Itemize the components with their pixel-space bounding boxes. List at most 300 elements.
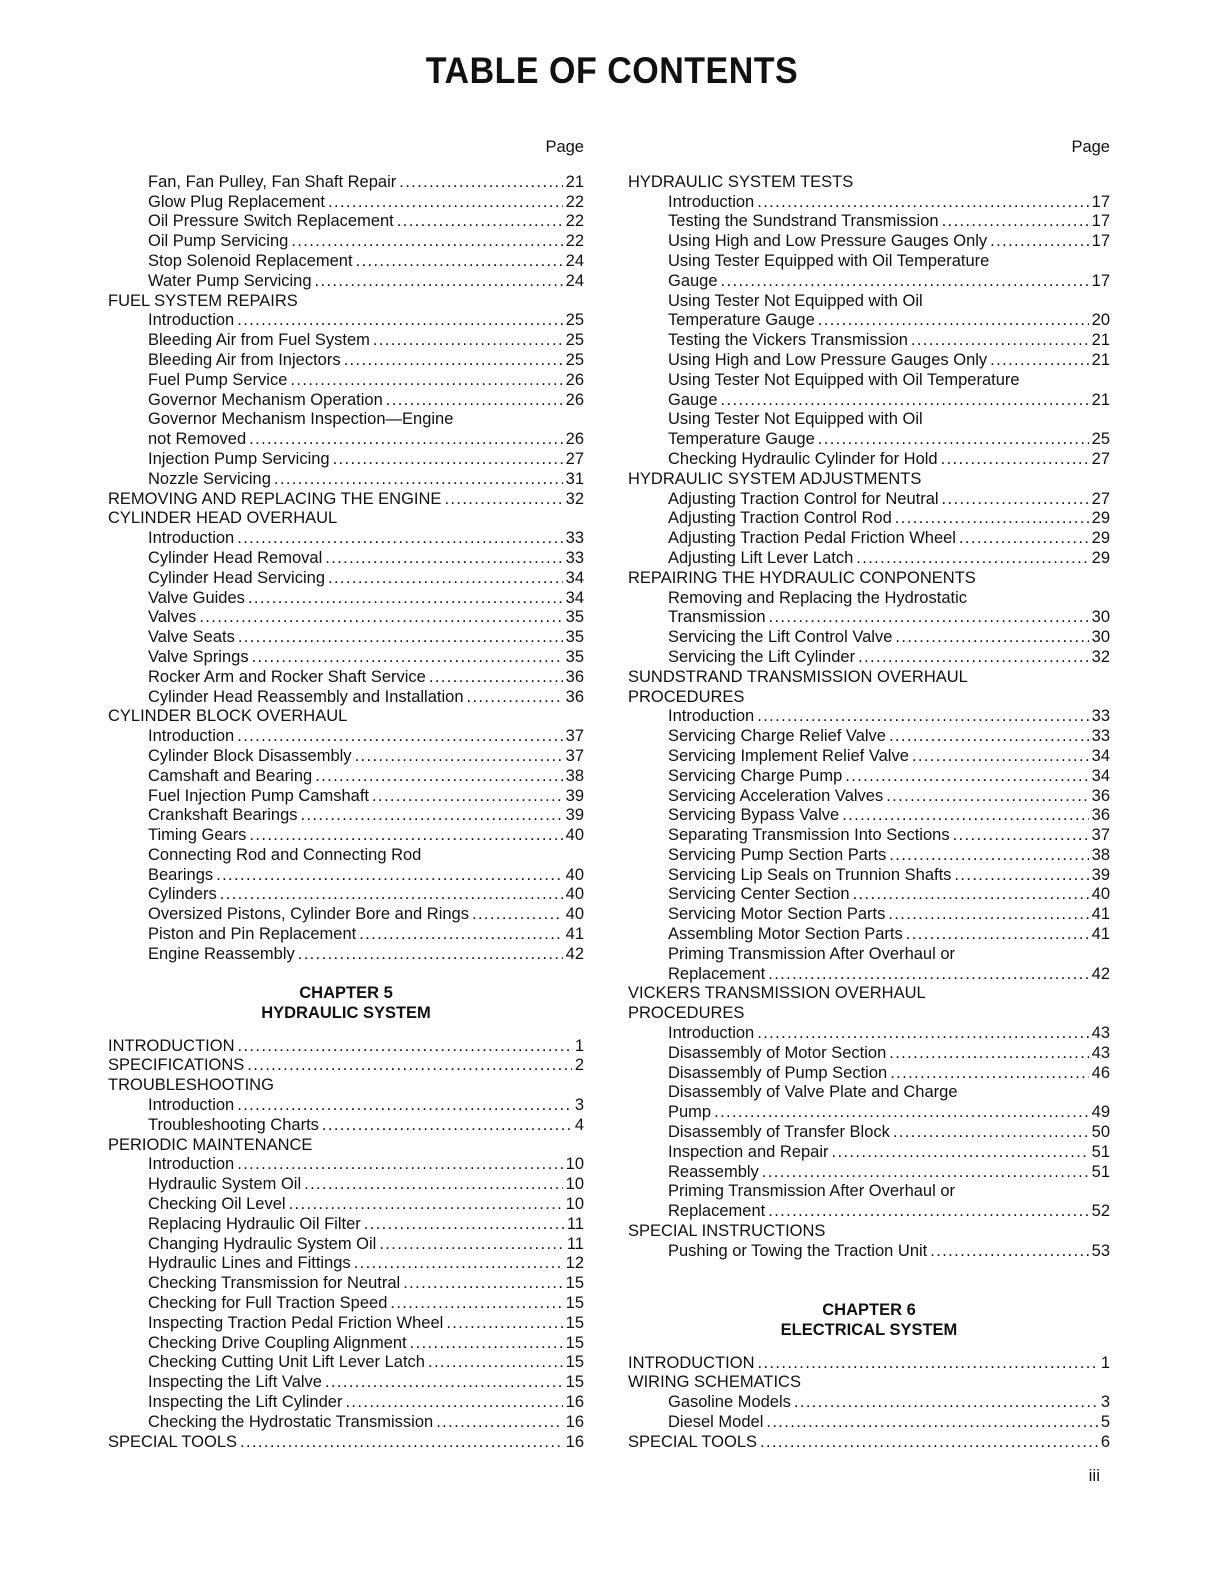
toc-page-number: 3: [1100, 1393, 1110, 1412]
toc-entry-title: Glow Plug Replacement: [148, 192, 326, 211]
toc-entry-title: Servicing Charge Pump: [668, 766, 843, 785]
toc-section-entry: [108, 1433, 584, 1453]
toc-page-number: 21: [1091, 331, 1110, 350]
toc-entry-title: Checking Transmission for Neutral: [148, 1274, 401, 1293]
toc-page-number: 16: [565, 1412, 584, 1431]
toc-entry: [628, 1024, 1110, 1044]
toc-entry-title: Water Pump Servicing: [148, 271, 312, 290]
dot-leader: [953, 826, 1089, 846]
toc-page-number: 16: [565, 1432, 584, 1451]
toc-entry: [108, 688, 584, 708]
toc-entry: [108, 589, 584, 609]
toc-entry-title: Cylinder Head Reassembly and Installation: [148, 687, 464, 706]
toc-entry-title: Fan, Fan Pulley, Fan Shaft Repair: [148, 172, 397, 191]
toc-entry: [108, 1235, 584, 1255]
toc-page-number: 29: [1091, 548, 1110, 567]
toc-entry-title: INTRODUCTION: [108, 1036, 235, 1055]
toc-entry-title: Valves: [148, 608, 197, 627]
toc-entry-title: INTRODUCTION: [628, 1353, 755, 1372]
toc-entry-title: Servicing Acceleration Valves: [668, 786, 884, 805]
dot-leader: [304, 1175, 563, 1195]
dot-leader: [912, 747, 1089, 767]
toc-page-number: 1: [1100, 1353, 1110, 1372]
toc-page-number: 36: [565, 687, 584, 706]
toc-page-number: 29: [1091, 529, 1110, 548]
toc-section-heading: VICKERS TRANSMISSION OVERHAUL: [628, 984, 926, 1003]
dot-leader: [290, 371, 562, 391]
toc-entry-title: Rocker Arm and Rocker Shaft Service: [148, 667, 426, 686]
toc-entry: [628, 826, 1110, 846]
chapter-title: HYDRAULIC SYSTEM: [261, 1003, 431, 1022]
toc-entry-line: Using Tester Not Equipped with Oil Temperature: [668, 370, 1020, 389]
toc-page-number: 17: [1091, 271, 1110, 290]
toc-entry: [628, 1242, 1110, 1262]
dot-leader: [274, 470, 563, 490]
toc-entry-line: Using Tester Not Equipped with Oil: [668, 291, 923, 310]
toc-page-number: 17: [1091, 192, 1110, 211]
toc-entry-title: Fuel Pump Service: [148, 370, 288, 389]
toc-entry: [108, 608, 584, 628]
toc-entry: [628, 391, 1110, 411]
dot-leader: [325, 549, 562, 569]
toc-entry: [628, 1103, 1110, 1123]
toc-entry: [108, 311, 584, 331]
dot-leader: [289, 1195, 563, 1215]
toc-entry: [628, 767, 1110, 787]
toc-page-number: 22: [565, 192, 584, 211]
toc-entry-title: Cylinder Head Servicing: [148, 568, 325, 587]
toc-entry: [628, 549, 1110, 569]
toc-page-number: 33: [565, 529, 584, 548]
toc-entry-title: Bleeding Air from Fuel System: [148, 331, 370, 350]
toc-page-number: 22: [565, 212, 584, 231]
toc-page-number: 34: [1091, 746, 1110, 765]
dot-leader: [990, 232, 1088, 252]
dot-leader: [766, 1413, 1097, 1433]
toc-page-number: 10: [565, 1175, 584, 1194]
toc-entry: [108, 391, 584, 411]
toc-page-number: 40: [565, 865, 584, 884]
toc-entry: [108, 1334, 584, 1354]
toc-entry-title: SPECIAL TOOLS: [108, 1432, 238, 1451]
toc-page-number: 25: [565, 350, 584, 369]
toc-entry-line: Removing and Replacing the Hydrostatic: [668, 588, 967, 607]
toc-entry-title: Gauge: [668, 390, 718, 409]
toc-section-heading: WIRING SCHEMATICS: [628, 1373, 801, 1392]
toc-entry: [108, 252, 584, 272]
toc-page-number: 16: [565, 1393, 584, 1412]
toc-page-number: 25: [565, 311, 584, 330]
toc-entry: [108, 1373, 584, 1393]
toc-entry-title: Disassembly of Transfer Block: [668, 1123, 890, 1142]
toc-entry-line: Priming Transmission After Overhaul or: [668, 1182, 956, 1201]
toc-page-number: 37: [1091, 826, 1110, 845]
dot-leader: [818, 430, 1089, 450]
toc-entry-title: Cylinders: [148, 885, 217, 904]
toc-entry-title: Introduction: [148, 1096, 235, 1115]
dot-leader: [911, 331, 1089, 351]
page-title: TABLE OF CONTENTS: [425, 50, 799, 92]
toc-entry: [628, 232, 1110, 252]
toc-page-number: 26: [565, 390, 584, 409]
toc-entry: [108, 668, 584, 688]
toc-entry-title: Checking for Full Traction Speed: [148, 1294, 388, 1313]
dot-leader: [714, 1103, 1089, 1123]
toc-page-number: 30: [1091, 608, 1110, 627]
toc-page-number: 31: [565, 469, 584, 488]
toc-entry: [628, 509, 1110, 529]
dot-leader: [248, 589, 563, 609]
toc-entry-title: Engine Reassembly: [148, 944, 295, 963]
toc-entry-title: Testing the Sundstrand Transmission: [668, 212, 939, 231]
dot-leader: [220, 885, 563, 905]
toc-entry: [628, 1393, 1110, 1413]
toc-entry: [108, 1155, 584, 1175]
toc-page-number: 34: [565, 588, 584, 607]
toc-page-number: 26: [565, 430, 584, 449]
toc-entry: [628, 1064, 1110, 1084]
dot-leader: [757, 1024, 1088, 1044]
toc-page-number: 27: [1091, 449, 1110, 468]
toc-entry-title: Checking the Hydrostatic Transmission: [148, 1412, 434, 1431]
toc-entry-title: Servicing Bypass Valve: [668, 806, 840, 825]
dot-leader: [379, 1235, 564, 1255]
toc-entry: [628, 628, 1110, 648]
dot-leader: [930, 1242, 1088, 1262]
toc-entry-title: SPECIAL TOOLS: [628, 1432, 758, 1451]
toc-entry: [628, 727, 1110, 747]
dot-leader: [328, 569, 563, 589]
toc-entry-title: Valve Guides: [148, 588, 245, 607]
toc-entry-title: Adjusting Lift Lever Latch: [668, 548, 854, 567]
dot-leader: [403, 1274, 562, 1294]
dot-leader: [436, 1413, 562, 1433]
toc-entry-title: Adjusting Traction Pedal Friction Wheel: [668, 529, 956, 548]
dot-leader: [354, 1254, 563, 1274]
toc-page-number: 29: [1091, 509, 1110, 528]
dot-leader: [906, 925, 1089, 945]
toc-page-number: 32: [565, 489, 584, 508]
toc-entry-title: Pushing or Towing the Traction Unit: [668, 1241, 928, 1260]
toc-entry-title: Stop Solenoid Replacement: [148, 251, 353, 270]
dot-leader: [399, 173, 562, 193]
dot-leader: [842, 806, 1088, 826]
toc-entry: [628, 747, 1110, 767]
toc-list: [628, 1354, 1110, 1453]
toc-entry-title: Valve Seats: [148, 628, 235, 647]
dot-leader: [472, 905, 563, 925]
toc-entry: [108, 173, 584, 193]
dot-leader: [942, 212, 1089, 232]
toc-entry-title: Temperature Gauge: [668, 311, 815, 330]
toc-column-left: [108, 138, 584, 1452]
toc-entry-title: Replacement: [668, 1202, 766, 1221]
toc-entry-title: Servicing Motor Section Parts: [668, 905, 886, 924]
toc-section-heading: TROUBLESHOOTING: [108, 1076, 274, 1095]
toc-entry-title: Diesel Model: [668, 1413, 764, 1432]
toc-page-number: 41: [565, 925, 584, 944]
dot-leader: [760, 1433, 1098, 1453]
toc-page-number: 41: [1091, 905, 1110, 924]
toc-entry-title: Inspecting the Lift Cylinder: [148, 1393, 343, 1412]
toc-entry: [628, 351, 1110, 371]
toc-page-number: 36: [565, 667, 584, 686]
chapter-heading: [628, 1300, 1110, 1340]
toc-entry-title: Servicing the Lift Cylinder: [668, 647, 856, 666]
toc-entry: [628, 272, 1110, 292]
dot-leader: [890, 1064, 1088, 1084]
toc-column-right: [628, 138, 1110, 1453]
toc-entry-title: Servicing Implement Relief Valve: [668, 746, 909, 765]
dot-leader: [942, 490, 1089, 510]
toc-page-number: 42: [1091, 964, 1110, 983]
dot-leader: [249, 826, 562, 846]
toc-entry-line: Using Tester Not Equipped with Oil: [668, 410, 923, 429]
toc-page-number: 21: [1091, 350, 1110, 369]
toc-page-number: 41: [1091, 925, 1110, 944]
toc-section-entry: [108, 1056, 584, 1076]
toc-entry: [108, 767, 584, 787]
dot-leader: [959, 529, 1089, 549]
toc-page-number: 20: [1091, 311, 1110, 330]
toc-page-number: 39: [565, 806, 584, 825]
toc-entry: [628, 1044, 1110, 1064]
toc-page-number: 11: [566, 1214, 584, 1233]
toc-entry: [108, 549, 584, 569]
toc-page-number: 27: [565, 449, 584, 468]
dot-leader: [356, 252, 563, 272]
dot-leader: [893, 1123, 1089, 1143]
chapter-title: ELECTRICAL SYSTEM: [780, 1320, 958, 1339]
toc-entry-title: Adjusting Traction Control Rod: [668, 509, 892, 528]
toc-entry: [628, 193, 1110, 213]
toc-entry-title: Troubleshooting Charts: [148, 1115, 319, 1134]
toc-page-number: 6: [1100, 1432, 1110, 1451]
toc-page-number: 49: [1091, 1103, 1110, 1122]
toc-entry-title: Testing the Vickers Transmission: [668, 331, 908, 350]
toc-entry-title: Inspecting the Lift Valve: [148, 1373, 322, 1392]
dot-leader: [845, 767, 1088, 787]
toc-page-number: 46: [1091, 1063, 1110, 1082]
toc-entry-title: Hydraulic Lines and Fittings: [148, 1254, 351, 1273]
toc-entry: [108, 905, 584, 925]
dot-leader: [429, 668, 563, 688]
toc-entry-title: Bearings: [148, 865, 214, 884]
toc-page-number: 34: [1091, 766, 1110, 785]
toc-entry: [628, 529, 1110, 549]
toc-entry: [628, 450, 1110, 470]
toc-entry: [108, 1314, 584, 1334]
toc-page-number: 32: [1091, 647, 1110, 666]
dot-leader: [386, 391, 563, 411]
toc-entry: [628, 1163, 1110, 1183]
toc-entry: [108, 806, 584, 826]
toc-entry: [628, 608, 1110, 628]
toc-entry-title: Timing Gears: [148, 826, 247, 845]
dot-leader: [237, 529, 562, 549]
toc-entry-title: Oil Pump Servicing: [148, 232, 289, 251]
toc-entry: [628, 331, 1110, 351]
toc-entry-title: Assembling Motor Section Parts: [668, 925, 903, 944]
toc-section-heading: CYLINDER HEAD OVERHAUL: [108, 509, 338, 528]
toc-entry: [108, 569, 584, 589]
toc-entry: [108, 430, 584, 450]
toc-page-number: 43: [1091, 1024, 1110, 1043]
toc-page-number: 2: [574, 1056, 584, 1075]
toc-entry: [108, 1254, 584, 1274]
toc-page-number: 35: [565, 608, 584, 627]
dot-leader: [941, 450, 1089, 470]
toc-entry: [108, 885, 584, 905]
toc-page-number: 53: [1091, 1241, 1110, 1260]
toc-entry-title: not Removed: [148, 430, 247, 449]
toc-entry-title: Disassembly of Motor Section: [668, 1043, 887, 1062]
toc-page-number: 35: [565, 647, 584, 666]
dot-leader: [364, 1215, 564, 1235]
toc-page-number: 12: [565, 1254, 584, 1273]
dot-leader: [252, 648, 563, 668]
toc-entry: [108, 628, 584, 648]
toc-page-number: 43: [1091, 1043, 1110, 1062]
toc-entry-line: Priming Transmission After Overhaul or: [668, 944, 956, 963]
toc-page-number: 37: [565, 727, 584, 746]
dot-leader: [390, 1294, 562, 1314]
toc-entry-title: Introduction: [148, 529, 235, 548]
dot-leader: [315, 272, 563, 292]
toc-entry-title: Bleeding Air from Injectors: [148, 350, 341, 369]
dot-leader: [794, 1393, 1098, 1413]
toc-entry-title: Oversized Pistons, Cylinder Bore and Rings: [148, 905, 469, 924]
toc-entry-title: Separating Transmission Into Sections: [668, 826, 950, 845]
toc-section-heading: SPECIAL INSTRUCTIONS: [628, 1222, 826, 1241]
toc-page-number: 33: [1091, 707, 1110, 726]
toc-section-entry: [108, 490, 584, 510]
toc-list: [108, 173, 584, 965]
dot-leader: [444, 490, 562, 510]
toc-entry-title: Checking Hydraulic Cylinder for Hold: [668, 449, 938, 468]
toc-entry: [628, 866, 1110, 886]
toc-entry: [628, 1123, 1110, 1143]
toc-list: [628, 173, 1110, 1262]
toc-section-heading: CYLINDER BLOCK OVERHAUL: [108, 707, 348, 726]
dot-leader: [721, 272, 1089, 292]
toc-entry-title: SPECIFICATIONS: [108, 1056, 245, 1075]
dot-leader: [768, 1202, 1088, 1222]
toc-entry: [628, 1202, 1110, 1222]
toc-entry: [108, 1294, 584, 1314]
toc-page-number: 33: [1091, 727, 1110, 746]
toc-entry-title: Servicing the Lift Control Valve: [668, 628, 893, 647]
toc-entry-title: Checking Drive Coupling Alignment: [148, 1333, 407, 1352]
toc-entry: [628, 707, 1110, 727]
toc-page-number: 22: [565, 232, 584, 251]
toc-entry: [108, 232, 584, 252]
dot-leader: [301, 806, 563, 826]
toc-page-number: 15: [565, 1333, 584, 1352]
toc-page-number: 15: [565, 1274, 584, 1293]
dot-leader: [757, 193, 1088, 213]
toc-entry: [108, 727, 584, 747]
dot-leader: [990, 351, 1088, 371]
toc-entry: [108, 747, 584, 767]
dot-leader: [889, 846, 1088, 866]
toc-section-heading: PROCEDURES: [628, 687, 745, 706]
toc-entry: [108, 371, 584, 391]
toc-entry: [108, 1096, 584, 1116]
dot-leader: [889, 727, 1089, 747]
toc-page-number: 10: [565, 1155, 584, 1174]
toc-entry: [108, 193, 584, 213]
toc-page-number: 36: [1091, 806, 1110, 825]
toc-entry-title: Fuel Injection Pump Camshaft: [148, 786, 370, 805]
toc-entry: [108, 272, 584, 292]
toc-entry-title: Servicing Center Section: [668, 885, 850, 904]
toc-page-number: 52: [1091, 1202, 1110, 1221]
toc-entry-title: Servicing Pump Section Parts: [668, 845, 887, 864]
toc-entry-title: Checking Cutting Unit Lift Lever Latch: [148, 1353, 425, 1372]
toc-entry-title: Cylinder Block Disassembly: [148, 746, 352, 765]
toc-entry: [628, 965, 1110, 985]
toc-entry-title: Introduction: [668, 192, 755, 211]
toc-page-number: 21: [1091, 390, 1110, 409]
toc-entry-title: Introduction: [668, 707, 755, 726]
toc-entry-title: Checking Oil Level: [148, 1195, 286, 1214]
toc-entry-title: Introduction: [668, 1024, 755, 1043]
toc-entry: [108, 1195, 584, 1215]
toc-entry-title: Governor Mechanism Operation: [148, 390, 383, 409]
dot-leader: [237, 311, 562, 331]
dot-leader: [328, 193, 563, 213]
toc-entry-title: Pump: [668, 1103, 712, 1122]
toc-entry-title: Replacement: [668, 964, 766, 983]
toc-page-number: 40: [565, 885, 584, 904]
toc-entry: [108, 351, 584, 371]
toc-page-number: 11: [566, 1234, 584, 1253]
toc-entry-title: Nozzle Servicing: [148, 469, 271, 488]
toc-page-number: 50: [1091, 1123, 1110, 1142]
toc-page-number: 17: [1091, 232, 1110, 251]
toc-entry-title: Piston and Pin Replacement: [148, 925, 357, 944]
page-number: iii: [1088, 1466, 1100, 1485]
toc-page-number: 10: [565, 1195, 584, 1214]
toc-entry: [108, 529, 584, 549]
dot-leader: [315, 767, 562, 787]
dot-leader: [757, 707, 1088, 727]
page-column-header: Page: [545, 138, 584, 156]
dot-leader: [240, 1433, 563, 1453]
dot-leader: [247, 1056, 572, 1076]
dot-leader: [344, 351, 563, 371]
toc-page-number: 39: [1091, 865, 1110, 884]
dot-leader: [237, 1096, 572, 1116]
toc-section-heading: HYDRAULIC SYSTEM ADJUSTMENTS: [628, 469, 922, 488]
dot-leader: [888, 905, 1088, 925]
toc-list: [108, 1037, 584, 1453]
toc-entry-title: Reassembly: [668, 1162, 759, 1181]
chapter-number: CHAPTER 5: [299, 983, 393, 1002]
page-column-header: Page: [1071, 138, 1110, 156]
toc-entry: [628, 925, 1110, 945]
toc-entry-title: Gauge: [668, 271, 718, 290]
toc-section-entry: [108, 1037, 584, 1057]
toc-page-number: 5: [1100, 1413, 1110, 1432]
toc-entry-line: Connecting Rod and Connecting Rod: [148, 845, 422, 864]
toc-page-number: 38: [565, 766, 584, 785]
toc-entry: [108, 1175, 584, 1195]
toc-entry-title: Hydraulic System Oil: [148, 1175, 302, 1194]
dot-leader: [237, 1155, 562, 1175]
toc-entry: [108, 1116, 584, 1136]
